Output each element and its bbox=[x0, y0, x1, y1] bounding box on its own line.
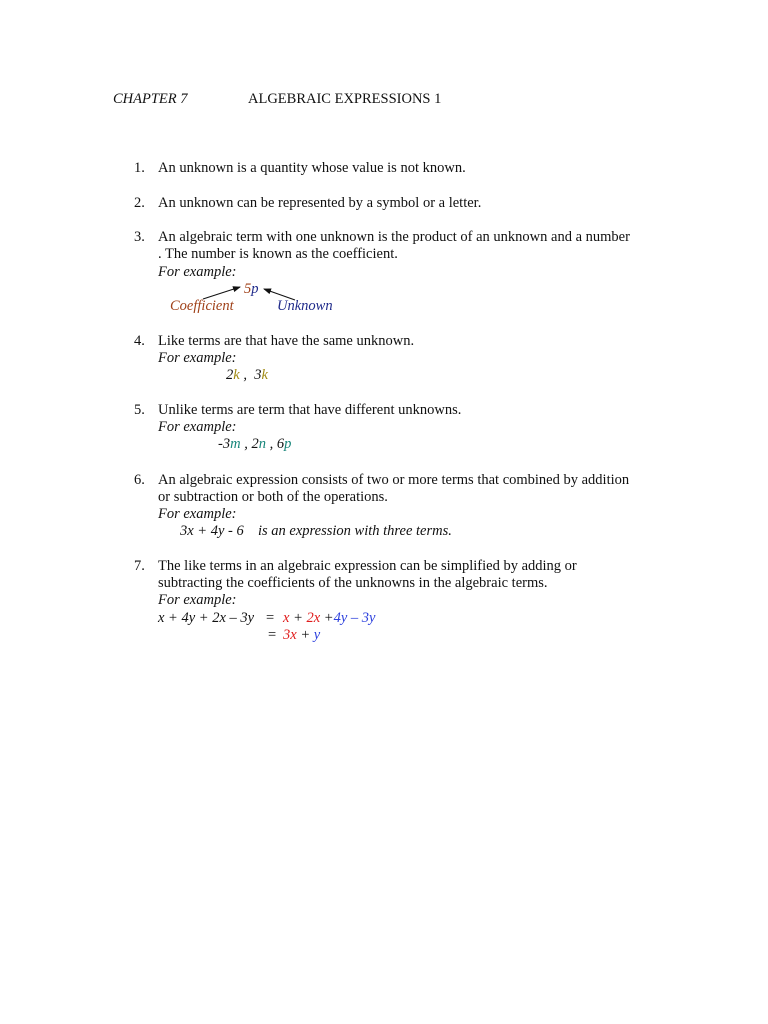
item-text: Like terms are that have the same unknown. bbox=[158, 333, 415, 349]
example-label: For example: bbox=[158, 264, 237, 280]
equation-lhs: x + 4y + 2x – 3y bbox=[158, 610, 255, 626]
example-terms: -3m , 2n , 6p bbox=[218, 436, 292, 452]
coefficient-label: Coefficient bbox=[170, 298, 234, 314]
example-label: For example: bbox=[158, 419, 237, 435]
chapter-label: CHAPTER 7 bbox=[113, 91, 188, 107]
unknown-label: Unknown bbox=[277, 298, 333, 314]
item-number: 3. bbox=[134, 229, 145, 245]
item-text: . The number is known as the coefficient. bbox=[158, 246, 398, 262]
item-number: 5. bbox=[134, 402, 145, 418]
example-label: For example: bbox=[158, 506, 237, 522]
item-number: 1. bbox=[134, 160, 145, 176]
example-note: is an expression with three terms. bbox=[258, 523, 452, 539]
chapter-title: ALGEBRAIC EXPRESSIONS 1 bbox=[248, 91, 442, 107]
item-text: Unlike terms are term that have different unknowns. bbox=[158, 402, 462, 418]
example-expression: 3x + 4y - 6 bbox=[180, 523, 244, 539]
equation-step1: x + 2x +4y – 3y bbox=[283, 610, 376, 626]
item-text: or subtraction or both of the operations. bbox=[158, 489, 388, 505]
item-text: An unknown can be represented by a symbol or a letter. bbox=[158, 195, 482, 211]
example-terms: 2k , 3k bbox=[226, 367, 268, 383]
item-text: An unknown is a quantity whose value is not known. bbox=[158, 160, 466, 176]
item-text: An algebraic expression consists of two or more terms that combined by addition bbox=[158, 472, 630, 488]
item-number: 7. bbox=[134, 558, 145, 574]
unknown-value: p bbox=[251, 281, 259, 297]
item-text: An algebraic term with one unknown is the product of an unknown and a number bbox=[158, 229, 630, 245]
equation-step2: 3x + y bbox=[283, 627, 321, 643]
example-label: For example: bbox=[158, 592, 237, 608]
equals-sign: = bbox=[266, 610, 275, 626]
coefficient-value: 5 bbox=[244, 281, 252, 297]
item-number: 2. bbox=[134, 195, 145, 211]
arrows-diagram bbox=[0, 0, 768, 330]
item-number: 4. bbox=[134, 333, 145, 349]
item-number: 6. bbox=[134, 472, 145, 488]
equals-sign: = bbox=[268, 627, 277, 643]
item-text: subtracting the coefficients of the unknowns in the algebraic terms. bbox=[158, 575, 548, 591]
item-text: The like terms in an algebraic expression can be simplified by adding or bbox=[158, 558, 577, 574]
example-label: For example: bbox=[158, 350, 237, 366]
